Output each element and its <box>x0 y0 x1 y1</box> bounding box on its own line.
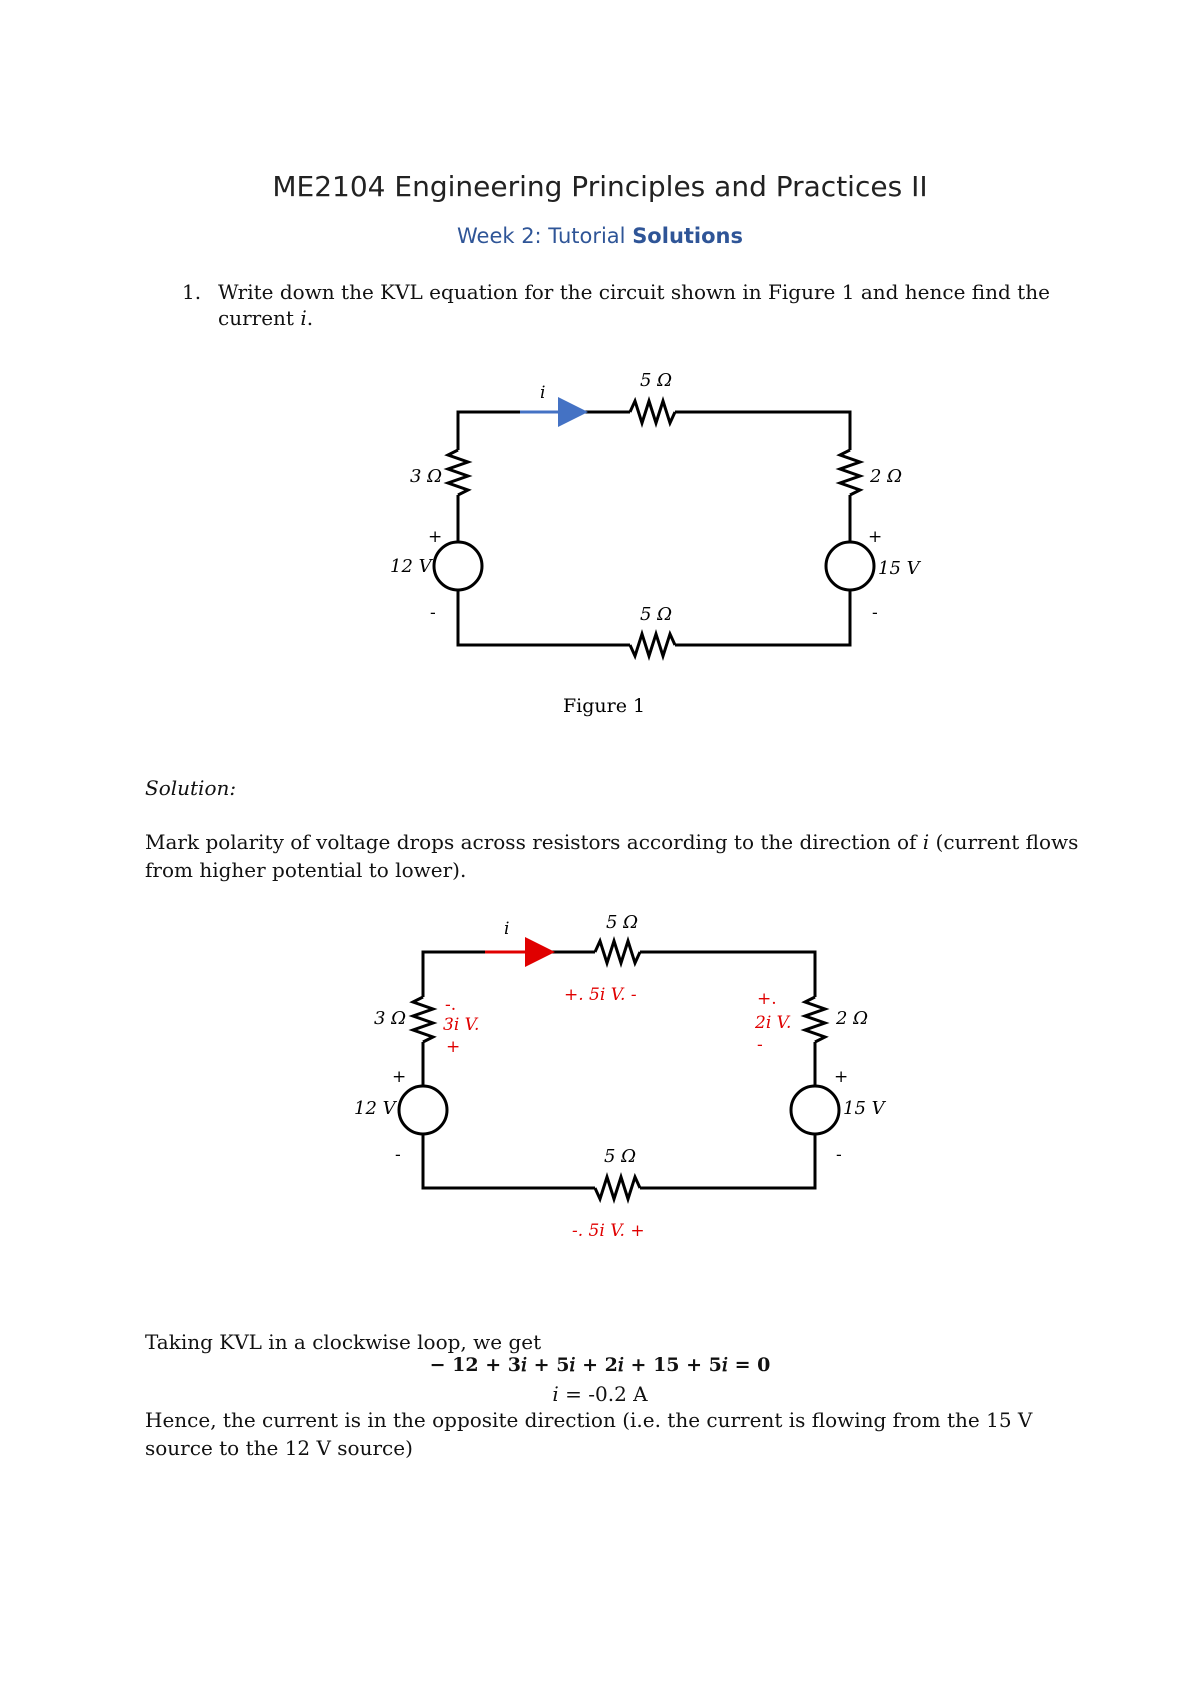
figure-2-current-label: i <box>504 919 510 939</box>
figure-2-drop-left-plus: + <box>446 1037 461 1057</box>
figure-2-r-right-label: 2 Ω <box>836 1008 869 1029</box>
figure-2-drop-bottom: -. 5i V. + <box>572 1221 645 1241</box>
solution-para-line-1 <box>145 828 1078 856</box>
figure-1-current-label: i <box>540 383 546 403</box>
figure-1-caption: Figure 1 <box>563 695 646 717</box>
figure-1-r-left-label: 3 Ω <box>410 466 443 487</box>
solution-label: Solution: <box>145 776 237 800</box>
figure-2-drop-left-minus: -. <box>445 995 457 1015</box>
figure-1-right-minus: - <box>872 603 878 623</box>
question-var: i <box>300 306 307 330</box>
figure-1-left-minus: - <box>430 603 436 623</box>
figure-1-src-right-label: 15 V <box>878 558 920 579</box>
figure-2-r-top-label: 5 Ω <box>606 912 639 933</box>
kvl-intro: Taking KVL in a clockwise loop, we get <box>145 1330 542 1354</box>
subtitle-prefix: Week 2: Tutorial <box>456 224 633 248</box>
figure-1-r-top-label: 5 Ω <box>640 370 673 391</box>
figure-2-src-left-label: 12 V <box>354 1098 396 1119</box>
figure-2-src-right-label: 15 V <box>843 1098 885 1119</box>
solution-para-line-2: from higher potential to lower). <box>145 858 467 882</box>
figure-2-right-plus: + <box>834 1067 849 1087</box>
figure-1-r-right-label: 2 Ω <box>870 466 903 487</box>
conclusion-line-1: Hence, the current is in the opposite direction (i.e. the current is flowing from the 15 V <box>145 1408 1033 1432</box>
solution-para-text: Mark polarity of voltage drops across resistors according to the direction of <box>145 830 923 854</box>
figure-1-src-left-label: 12 V <box>390 556 432 577</box>
figure-2-r-bottom-label: 5 Ω <box>604 1146 637 1167</box>
figure-2-left-minus: - <box>395 1145 401 1165</box>
kvl-result-value: = -0.2 A <box>558 1382 648 1406</box>
kvl-result <box>0 1380 1200 1408</box>
solution-para-var: i <box>922 830 930 854</box>
figure-2-drop-right-plus: +. <box>757 989 777 1009</box>
figure-2-drop-top: +. 5i V. - <box>564 985 637 1005</box>
kvl-result-var: i <box>552 1382 559 1406</box>
page-title: ME2104 Engineering Principles and Practices II <box>272 170 928 203</box>
conclusion-line-2: source to the 12 V source) <box>145 1436 413 1460</box>
figure-2-r-left-label: 3 Ω <box>374 1008 407 1029</box>
question-number: 1. <box>182 280 202 304</box>
figure-2-drop-left: 3i V. <box>443 1015 480 1035</box>
kvl-equation: − 12 + 3𝑖 + 5𝑖 + 2𝑖 + 15 + 5𝑖 = 0 <box>429 1354 771 1376</box>
figure-2-drop-right-minus: - <box>757 1035 763 1055</box>
question-line-2-text: current <box>218 306 301 330</box>
figure-1-left-plus: + <box>428 527 443 547</box>
figure-2-right-minus: - <box>836 1145 842 1165</box>
question-line-2-suffix: . <box>306 306 314 330</box>
figure-2-drop-right: 2i V. <box>755 1013 792 1033</box>
figure-1-r-bottom-label: 5 Ω <box>640 604 673 625</box>
subtitle-bold: Solutions <box>632 224 744 248</box>
figure-2-left-plus: + <box>392 1067 407 1087</box>
figure-1-right-plus: + <box>868 527 883 547</box>
solution-para-text-b: (current flows <box>929 830 1079 854</box>
question-line-1: Write down the KVL equation for the circuit shown in Figure 1 and hence find the <box>218 280 1050 304</box>
